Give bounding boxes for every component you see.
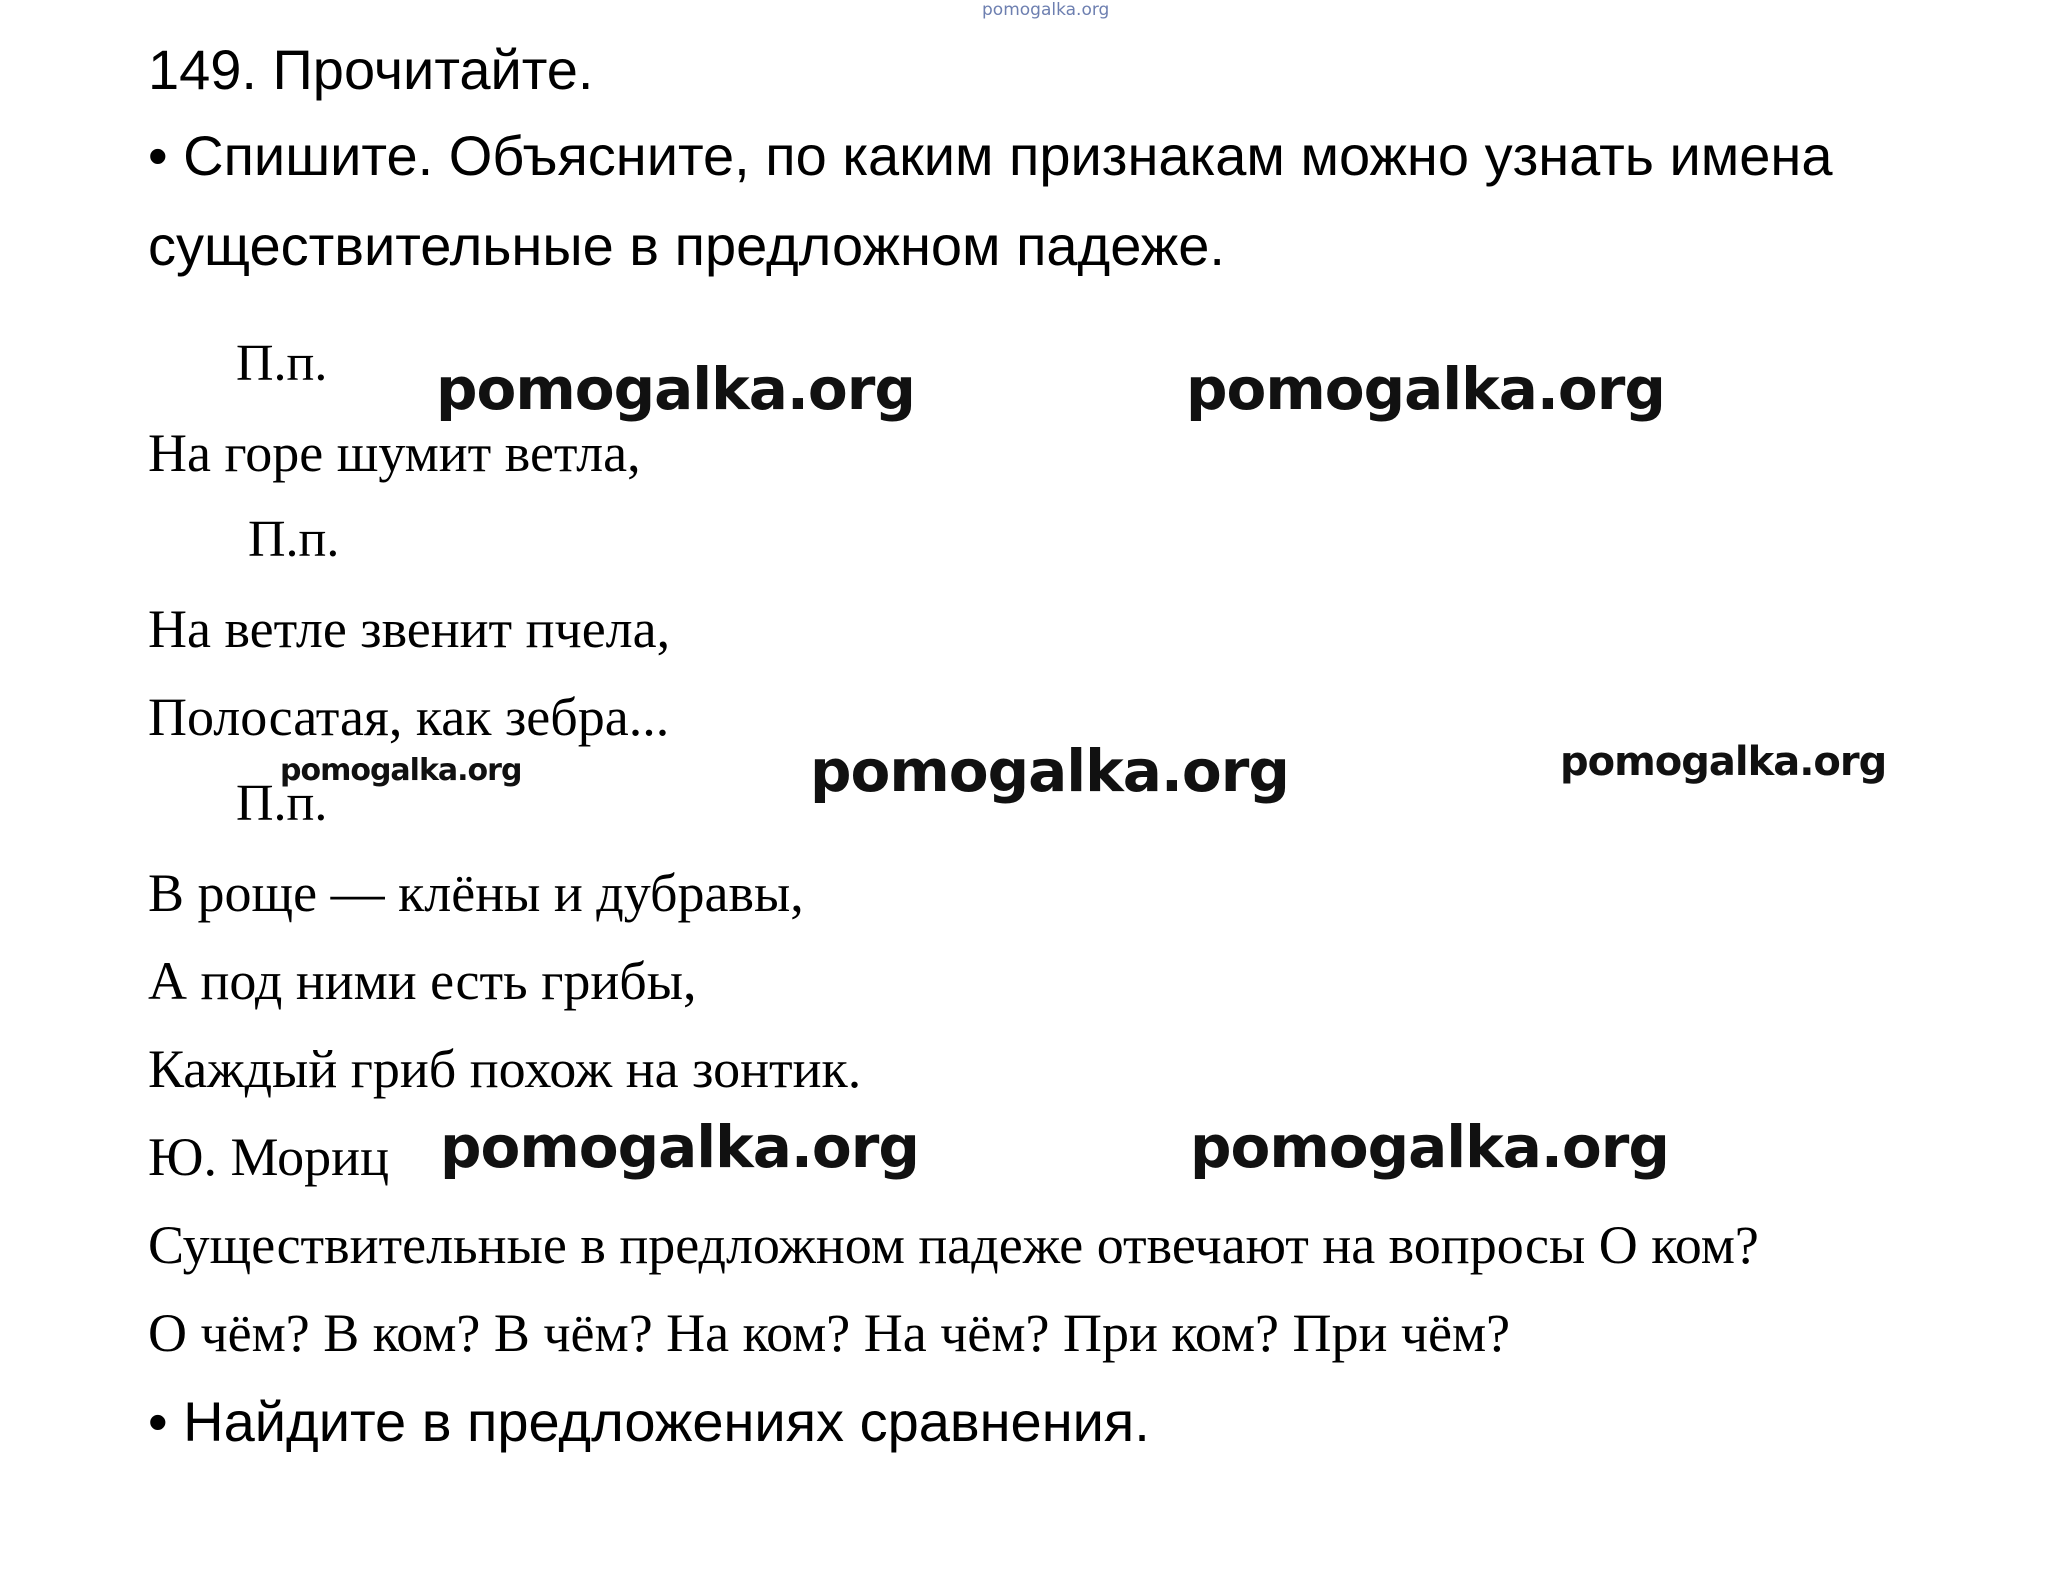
- watermark-1: pomogalka.org: [436, 355, 915, 423]
- case-mark-1: П.п.: [236, 335, 328, 392]
- poem-line-1: На горе шумит ветла,: [148, 423, 641, 483]
- watermark-top: pomogalka.org: [982, 0, 1110, 20]
- watermark-7: pomogalka.org: [1190, 1113, 1669, 1181]
- watermark-2: pomogalka.org: [1186, 355, 1665, 423]
- task-line-2: существительные в предложном падеже.: [148, 214, 1225, 277]
- answer-line-1: Существительные в предложном падеже отвечают на вопросы О ком?: [148, 1215, 1759, 1275]
- poem-line-3: Полосатая, как зебра...: [148, 687, 670, 747]
- poem-line-4: В роще — клёны и дубравы,: [148, 863, 804, 923]
- case-mark-2: П.п.: [248, 511, 340, 568]
- watermark-6: pomogalka.org: [440, 1113, 919, 1181]
- task-line-1: • Спишите. Объясните, по каким признакам можно узнать имена: [148, 124, 1833, 187]
- answer-line-2: О чём? В ком? В чём? На ком? На чём? При ком? При чём?: [148, 1303, 1511, 1363]
- watermark-3: pomogalka.org: [280, 753, 522, 788]
- case-mark-3: П.п.: [236, 775, 328, 832]
- poem-line-2: На ветле звенит пчела,: [148, 599, 671, 659]
- exercise-heading: 149. Прочитайте.: [148, 38, 594, 101]
- poem-line-5: А под ними есть грибы,: [148, 951, 697, 1011]
- poem-author: Ю. Мориц: [148, 1127, 389, 1187]
- watermark-5: pomogalka.org: [1560, 739, 1887, 785]
- watermark-4: pomogalka.org: [810, 737, 1289, 805]
- final-task: • Найдите в предложениях сравнения.: [148, 1390, 1150, 1453]
- poem-line-6: Каждый гриб похож на зонтик.: [148, 1039, 862, 1099]
